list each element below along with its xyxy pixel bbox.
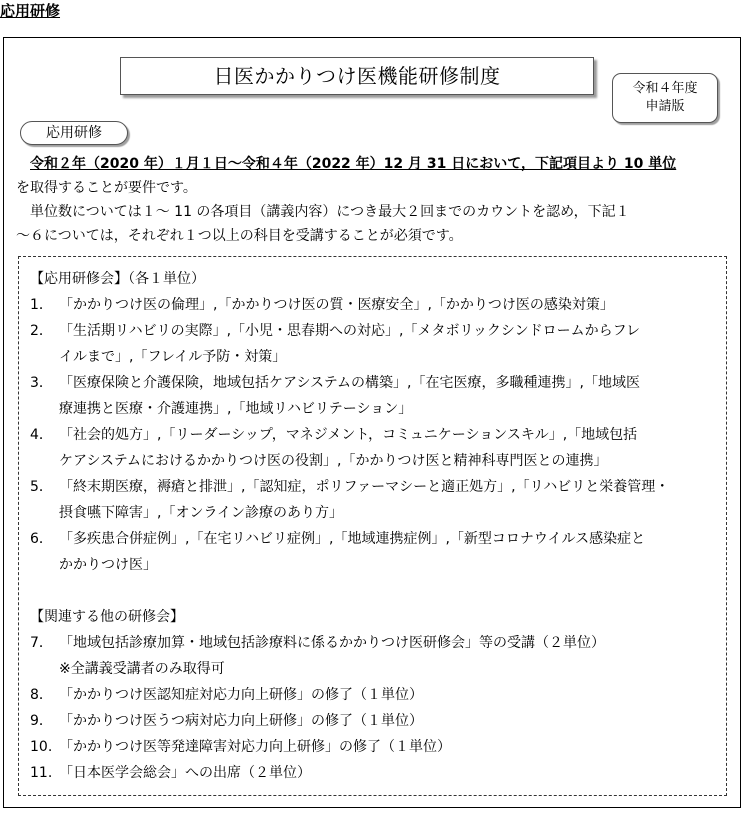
item-text: 「日本医学会総会」への出席（２単位） — [59, 765, 311, 781]
applied-section-heading: 【応用研修会】（各１単位） — [30, 271, 205, 287]
note-line-2: 〜６については，それぞれ１つ以上の科目を受講することが必須です。 — [16, 228, 463, 244]
list-item — [30, 474, 720, 526]
year-badge — [612, 73, 718, 123]
section-spacer — [30, 578, 720, 604]
list-item — [30, 370, 720, 422]
intro-text — [16, 152, 728, 248]
item-number: 3． — [30, 375, 53, 391]
item-text: 「終末期医療，褥瘡と排泄」,「認知症，ポリファーマシーと適正処方」,「リハビリと栄養管理・ 摂食嚥下障害」,「オンライン診療のあり方」 — [59, 479, 670, 521]
requirement-emphasis: 令和２年（2020 年）１月１日〜令和４年（2022 年）12 月 31 日において，下記項目より 10 単位 — [30, 156, 677, 172]
items-list — [30, 266, 720, 786]
list-item — [30, 708, 720, 734]
item-number: 4． — [30, 427, 53, 443]
note-line-1: 単位数については１〜 11 の各項目（講義内容）につき最大２回までのカウントを認め，下記１ — [16, 204, 630, 220]
item-text: 「生活期リハビリの実際」,「小児・思春期への対応」,「メタボリックシンドロームからフレ イルまで」,「フレイル予防・対策」 — [59, 323, 641, 365]
list-item — [30, 292, 720, 318]
item-text: 「多疾患合併症例」,「在宅リハビリ症例」,「地域連携症例」,「新型コロナウイルス感染症と かかりつけ医」 — [59, 531, 646, 573]
item-text: 「地域包括診療加算・地域包括診療料に係るかかりつけ医研修会」等の受講（２単位） ※全講義受講者のみ取得可 — [59, 635, 605, 677]
item-number: 10. — [30, 739, 53, 755]
requirement-tail: を取得することが要件です。 — [16, 180, 197, 196]
document-title: 日医かかりつけ医機能研修制度 — [120, 57, 594, 95]
item-number: 8． — [30, 687, 53, 703]
list-item — [30, 734, 720, 760]
item-number: 7． — [30, 635, 53, 651]
page-section-label: 応用研修 — [0, 2, 61, 20]
requirement-line — [16, 152, 728, 176]
list-item — [30, 760, 720, 786]
item-number: 2． — [30, 323, 53, 339]
item-text: 「かかりつけ医等発達障害対応力向上研修」の修了（１単位） — [59, 739, 451, 755]
item-number: 11. — [30, 765, 53, 781]
year-badge-line1: 令和４年度 — [632, 81, 698, 96]
item-text: 「かかりつけ医うつ病対応力向上研修」の修了（１単位） — [59, 713, 423, 729]
section-pill: 応用研修 — [20, 121, 128, 145]
list-item — [30, 318, 720, 370]
item-number: 5． — [30, 479, 53, 495]
item-text: 「医療保険と介護保険，地域包括ケアシステムの構築」,「在宅医療，多職種連携」,「地域医 療連携と医療・介護連携」,「地域リハビリテーション」 — [59, 375, 640, 417]
item-text: 「かかりつけ医の倫理」,「かかりつけ医の質・医療安全」,「かかりつけ医の感染対策」 — [59, 297, 614, 313]
item-text: 「かかりつけ医認知症対応力向上研修」の修了（１単位） — [59, 687, 423, 703]
item-number: 6． — [30, 531, 53, 547]
list-item — [30, 630, 720, 682]
item-number: 1． — [30, 297, 53, 313]
list-item — [30, 682, 720, 708]
list-item — [30, 526, 720, 578]
item-number: 9． — [30, 713, 53, 729]
year-badge-line2: 申請版 — [645, 99, 685, 114]
related-section-heading: 【関連する他の研修会】 — [30, 609, 184, 625]
item-text: 「社会的処方」,「リーダーシップ，マネジメント，コミュニケーションスキル」,「地域包括 ケアシステムにおけるかかりつけ医の役割」,「かかりつけ医と精神科専門医との連携」 — [59, 427, 638, 469]
list-item — [30, 422, 720, 474]
